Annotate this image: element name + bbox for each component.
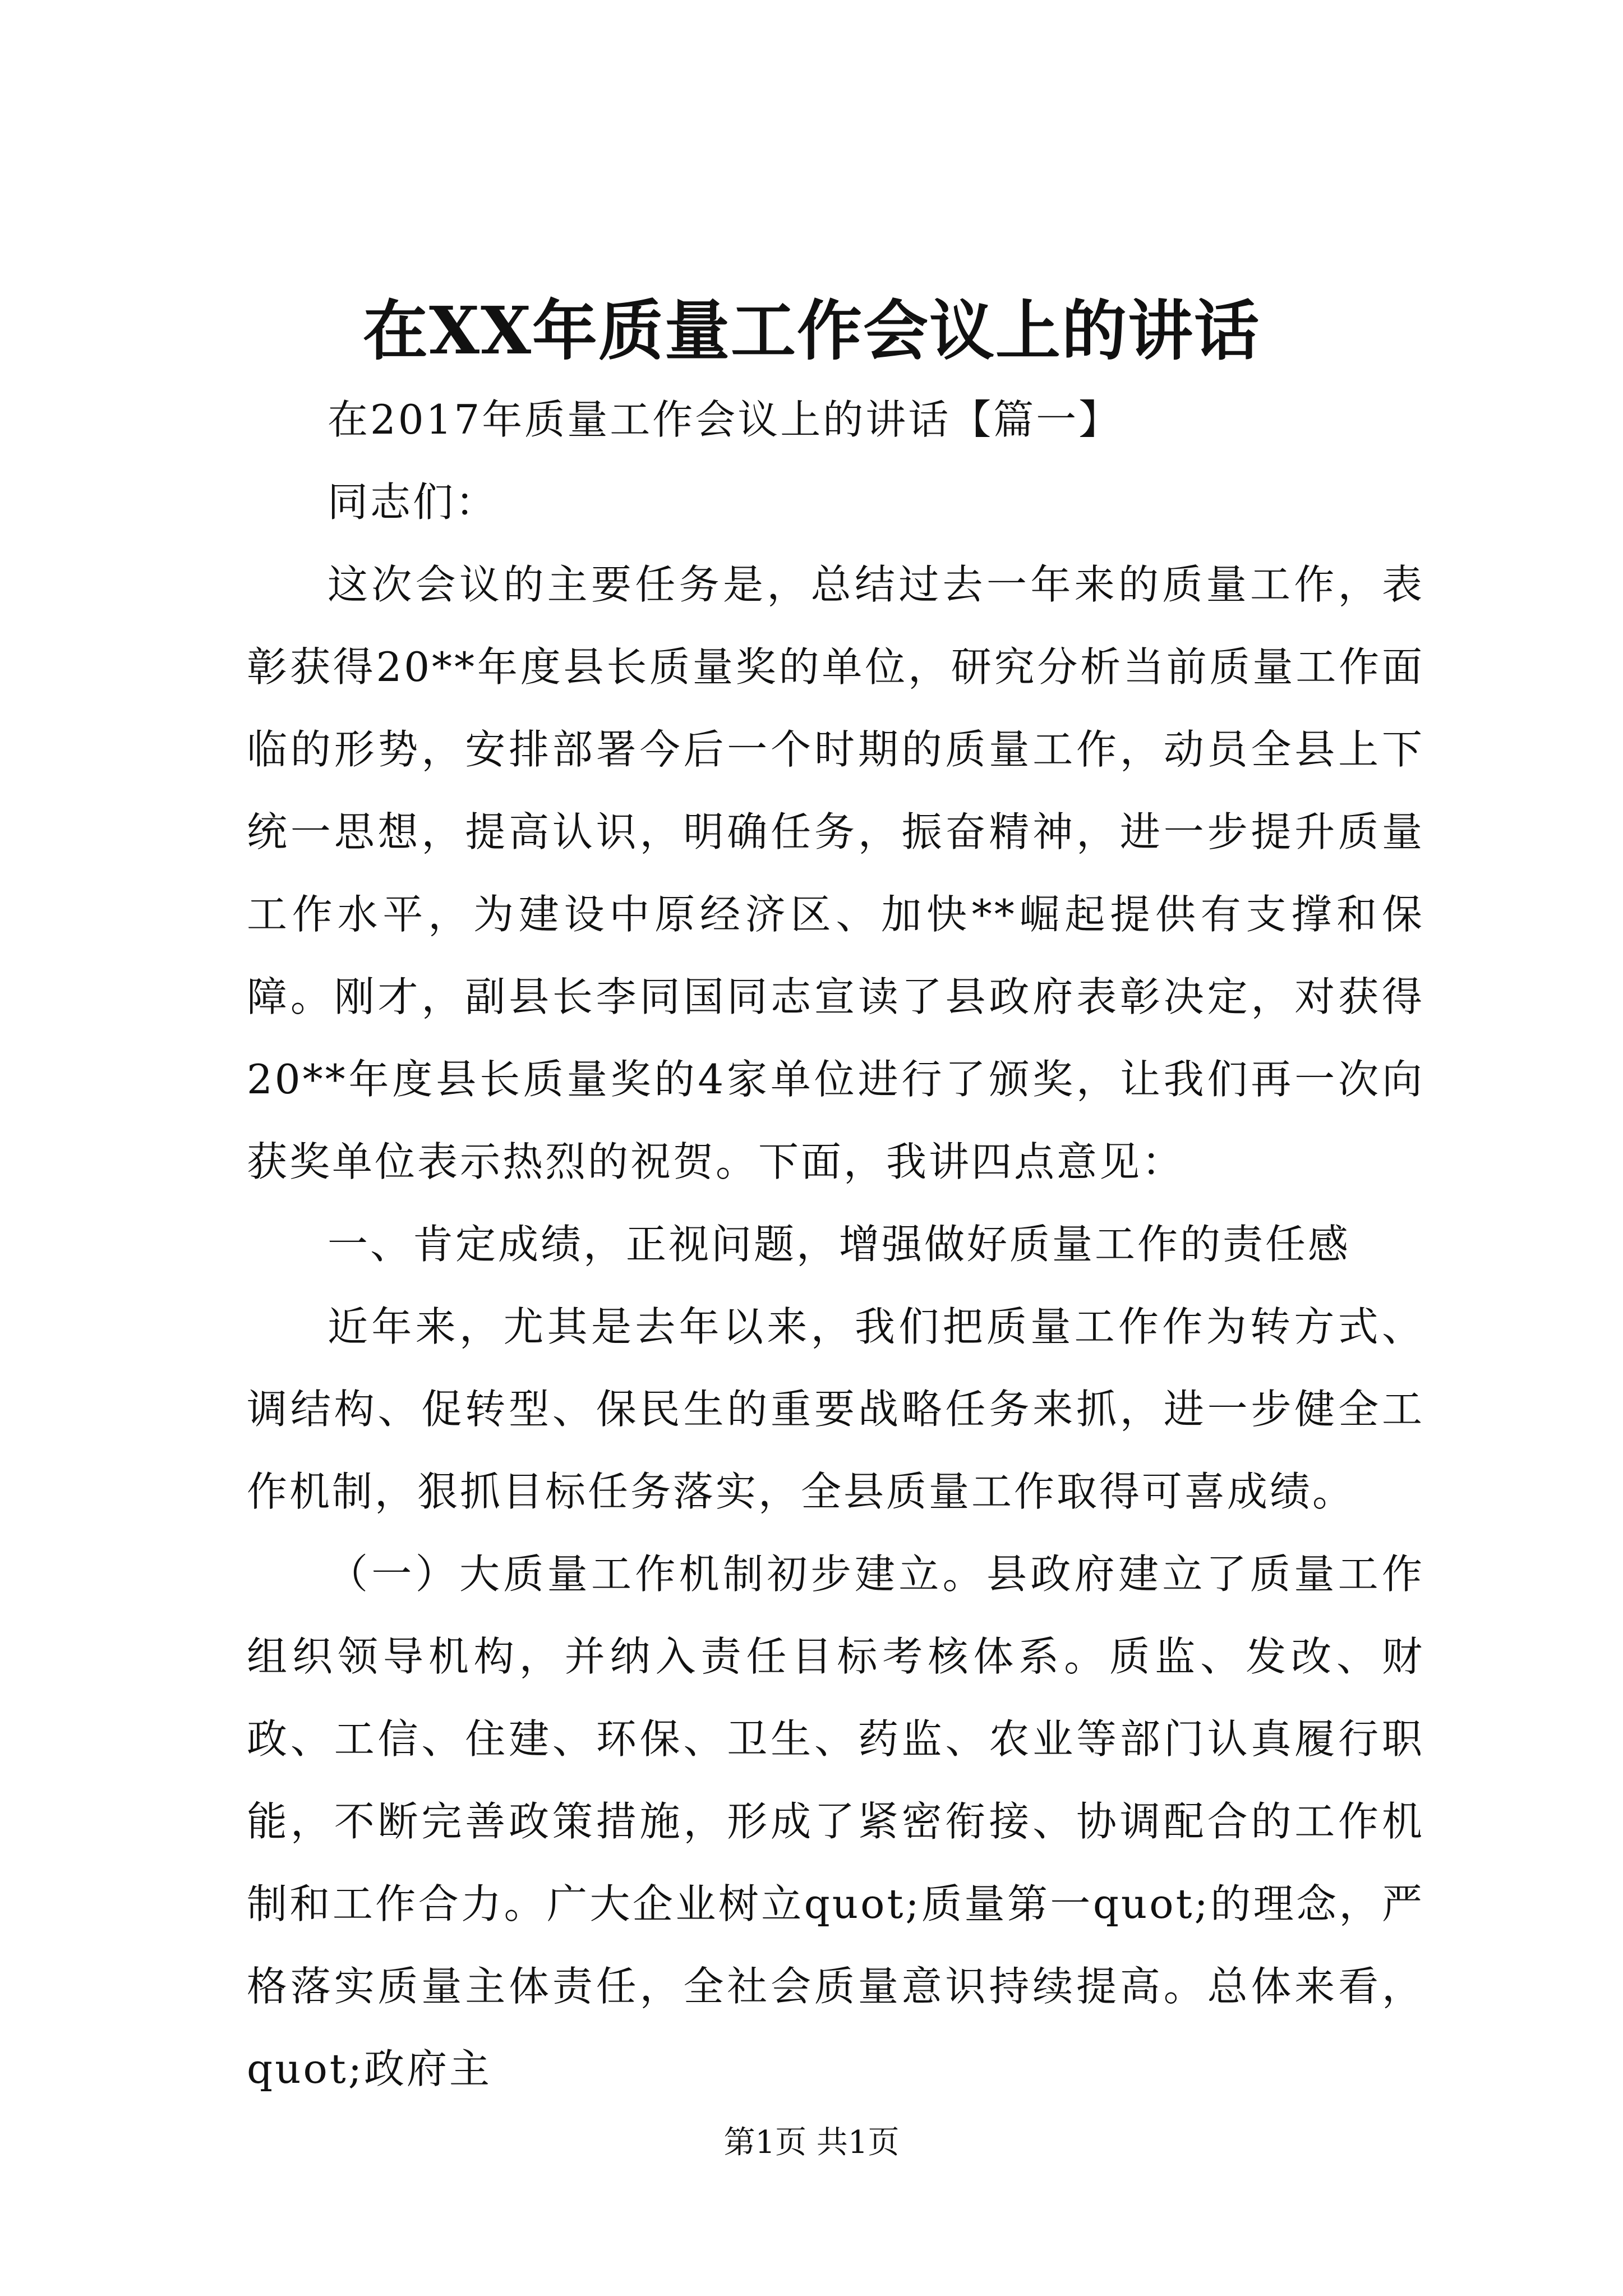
body-paragraph: 这次会议的主要任务是，总结过去一年来的质量工作，表彰获得20**年度县长质量奖的单位，研究分析当前质量工作面临的形势，安排部署今后一个时期的质量工作，动员全县上下统一思想，提高认识，明确任务，振奋精神，进一步提升质量工作水平，为建设中原经济区、加快**崛起提供有支撑和保障。刚才，副县长李同国同志宣读了县政府表彰决定，对获得20**年度县长质量奖的4家单位进行了颁奖，让我们再一次向获奖单位表示热烈的祝贺。下面，我讲四点意见： — [247, 561, 1424, 1185]
document-body — [247, 379, 1424, 2110]
page-footer: 第1页 共1页 — [723, 2124, 900, 2161]
body-paragraph: 近年来，尤其是去年以来，我们把质量工作作为转方式、调结构、促转型、保民生的重要战略任务来抓，进一步健全工作机制，狠抓目标任务落实，全县质量工作取得可喜成绩。 — [247, 1303, 1424, 1515]
subtitle-paragraph: 在2017年质量工作会议上的讲话【篇一】 — [328, 396, 1122, 443]
section-heading: 一、肯定成绩，正视问题，增强做好质量工作的责任感 — [328, 1221, 1351, 1268]
body-paragraph: （一）大质量工作机制初步建立。县政府建立了质量工作组织领导机构，并纳入责任目标考核体系。质监、发改、财政、工信、住建、环保、卫生、药监、农业等部门认真履行职能，不断完善政策措施，形成了紧密衔接、协调配合的工作机制和工作合力。广大企业树立quot;质量第一quot;的理念，严格落实质量主体责任，全社会质量意识持续提高。总体来看，quot;政府主 — [247, 1550, 1424, 2092]
document-title: 在XX年质量工作会议上的讲话 — [362, 293, 1260, 369]
salutation-paragraph: 同志们： — [328, 478, 499, 526]
